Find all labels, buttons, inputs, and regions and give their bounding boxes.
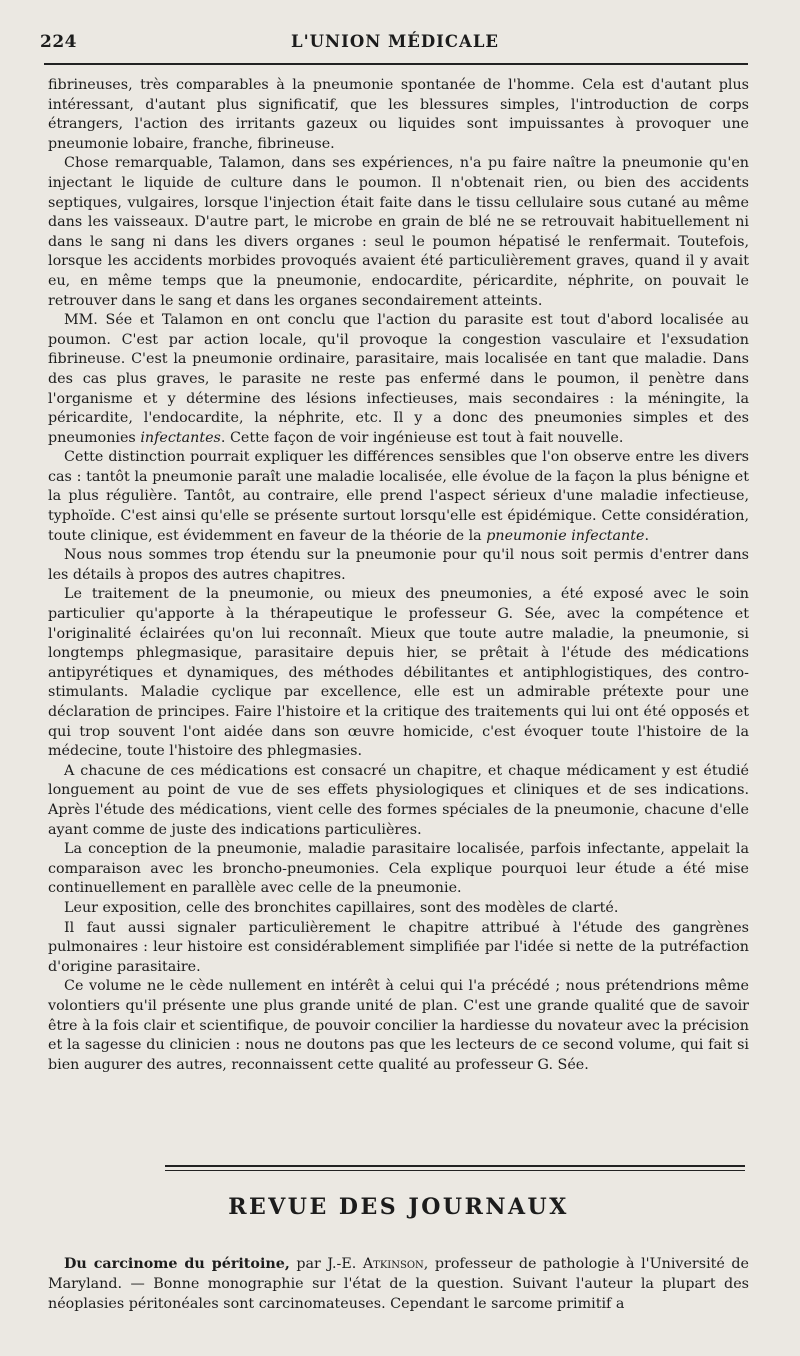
paragraph (48, 585, 749, 761)
paragraph (48, 977, 749, 1075)
paragraph (48, 76, 749, 154)
paragraph-text: La conception de la pneumonie, maladie parasitaire localisée, parfois infectante, appelait la comparaison avec les broncho-pneumonies. Cela explique pourquoi leur étude a été mise continuellement en parallèle avec celle de la pneumonie. (48, 841, 749, 897)
paragraph-text: A chacune de ces médications est consacré un chapitre, et chaque médicament y est étudié longuement au point de vue de ses effets physiologiques et cliniques et de ses indications. Après l'étude des médications, vient celle des formes spéciales de la pneumonie, chacune d'elle ayant comme de juste des indications particulières. (48, 762, 749, 838)
page-header (40, 30, 750, 58)
review-entry (48, 1254, 749, 1314)
section-title: REVUE DES JOURNAUX (228, 1194, 569, 1220)
paragraph-text: Nous nous sommes trop étendu sur la pneumonie pour qu'il nous soit permis d'entrer dans les détails à propos des autres chapitres. (48, 547, 749, 583)
paragraph (48, 899, 749, 919)
paragraph-text: Ce volume ne le cède nullement en intérêt à celui qui l'a précédé ; nous prétendrions même volontiers qu'il présente une plus grande unité de plan. C'est une grande qualité que de savoir être à la fois clair et scientifique, de pouvoir concilier la hardiesse du novateur avec la précision et la sagesse du clinicien : nous ne doutons pas que les lecteurs de ce second volume, qui fait si bien augurer des autres, reconnaissent cette qualité au professeur G. Sée. (48, 978, 749, 1073)
paragraph (48, 546, 749, 585)
paragraph-text: . (644, 527, 649, 544)
running-title: L'UNION MÉDICALE (290, 32, 500, 51)
paragraph (48, 840, 749, 899)
section-separator (165, 1165, 745, 1175)
paragraph-text: Leur exposition, celle des bronchites capillaires, sont des modèles de clarté. (64, 899, 619, 916)
paragraph-text: Le traitement de la pneumonie, ou mieux des pneumonies, a été exposé avec le soin particulier qu'apporte à la thérapeutique le professeur G. Sée, avec la compétence et l'originalité éclairées qu'on lui reconnaît. Mieux que toute autre maladie, la pneumonie, si longtemps phlegmasique, parasitaire depuis hier, se prêtait à l'étude des médications antipyrétiques et dynamiques, des méthodes débilitantes et antiphlogistiques, des contro-stimulants. Maladie cyclique par excellence, elle est un admirable prétexte pour une déclaration de principes. Faire l'histoire et la critique des traitements qui lui ont été opposés et qui trop souvent l'ont aidée dans son œuvre homicide, c'est évoquer toute l'histoire de la médecine, toute l'histoire des phlegmasies. (48, 586, 749, 760)
paragraph-text: MM. Sée et Talamon en ont conclu que l'action du parasite est tout d'abord localisée au poumon. C'est par action locale, qu'il provoque la congestion vasculaire et l'exsudation fibrineuse. C'est la pneumonie ordinaire, parasitaire, mais localisée en tant que maladie. Dans des cas plus graves, le parasite ne reste pas enfermé dans le poumon, il penètre dans l'organisme et y détermine des lésions infectieuses, mais secondaires : la méningite, la péricardite, l'endocardite, la néphrite, etc. Il y a donc des pneumonies simples et des pneumonies (48, 312, 749, 446)
paragraph (48, 919, 749, 978)
paragraph (48, 154, 749, 311)
paragraph-text: Chose remarquable, Talamon, dans ses expériences, n'a pu faire naître la pneumonie qu'en injectant le liquide de culture dans le poumon. Il n'obtenait rien, ou bien des accidents septiques, vulgaires, lorsque l'injection était faite dans le tissu cellulaire sous cutané au même dans les vaisseaux. D'autre part, le microbe en grain de blé ne se retrouvait habituellement ni dans le sang ni dans les divers organes : seul le poumon hépatisé le renfermait. Toutefois, lorsque les accidents morbides provoqués avaient été particulièrement graves, quand il y avait eu, en même temps que la pneumonie, endocardite, péricardite, néphrite, on pouvait le retrouver dans le sang et dans les organes secondairement atteints. (48, 155, 749, 309)
review-title: Du carcinome du péritoine, (64, 1256, 290, 1272)
paragraph (48, 448, 749, 546)
page-number: 224 (40, 32, 77, 52)
paragraph-text: Il faut aussi signaler particulièrement le chapitre attribué à l'étude des gangrènes pulmonaires : leur histoire est considérablement simplifiée par l'idée si nette de la putréfaction d'origine parasitaire. (48, 919, 749, 975)
paragraph-text: fibrineuses, très comparables à la pneumonie spontanée de l'homme. Cela est d'autant plus intéressant, d'autant plus significatif, que les blessures simples, l'introduction de corps étrangers, l'action des irritants gazeux ou liquides sont impuissantes à provoquer une pneumonie lobaire, franche, fibrineuse. (48, 77, 749, 152)
italic-text: pneumonie infectante (486, 527, 645, 544)
paragraph (48, 762, 749, 840)
article-body (48, 76, 749, 1075)
italic-text: infectantes (140, 429, 221, 446)
review-by: par J.-E. (289, 1256, 363, 1272)
paragraph-text: Cette distinction pourrait expliquer les différences sensibles que l'on observe entre les divers cas : tantôt la pneumonie paraît une maladie localisée, elle évolue de la façon la plus bénigne et la plus régulière. Tantôt, au contraire, elle prend l'aspect sérieux d'une maladie infectieuse, typhoïde. C'est ainsi qu'elle se présente surtout lorsqu'elle est épidémique. Cette considération, toute clinique, est évidemment en faveur de la théorie de la (48, 449, 749, 544)
paragraph-text: . Cette façon de voir ingénieuse est tout à fait nouvelle. (220, 429, 624, 446)
review-text: , professeur de pathologie à l'Université de Maryland. — Bonne monographie sur l'état de la question. Suivant l'auteur la plupart des néoplasies péritonéales sont carcinomateuses. Cependant le sarcome primitif a (48, 1256, 749, 1312)
header-rule (44, 63, 748, 65)
review-author: Atkinson (362, 1256, 424, 1272)
paragraph (48, 311, 749, 448)
